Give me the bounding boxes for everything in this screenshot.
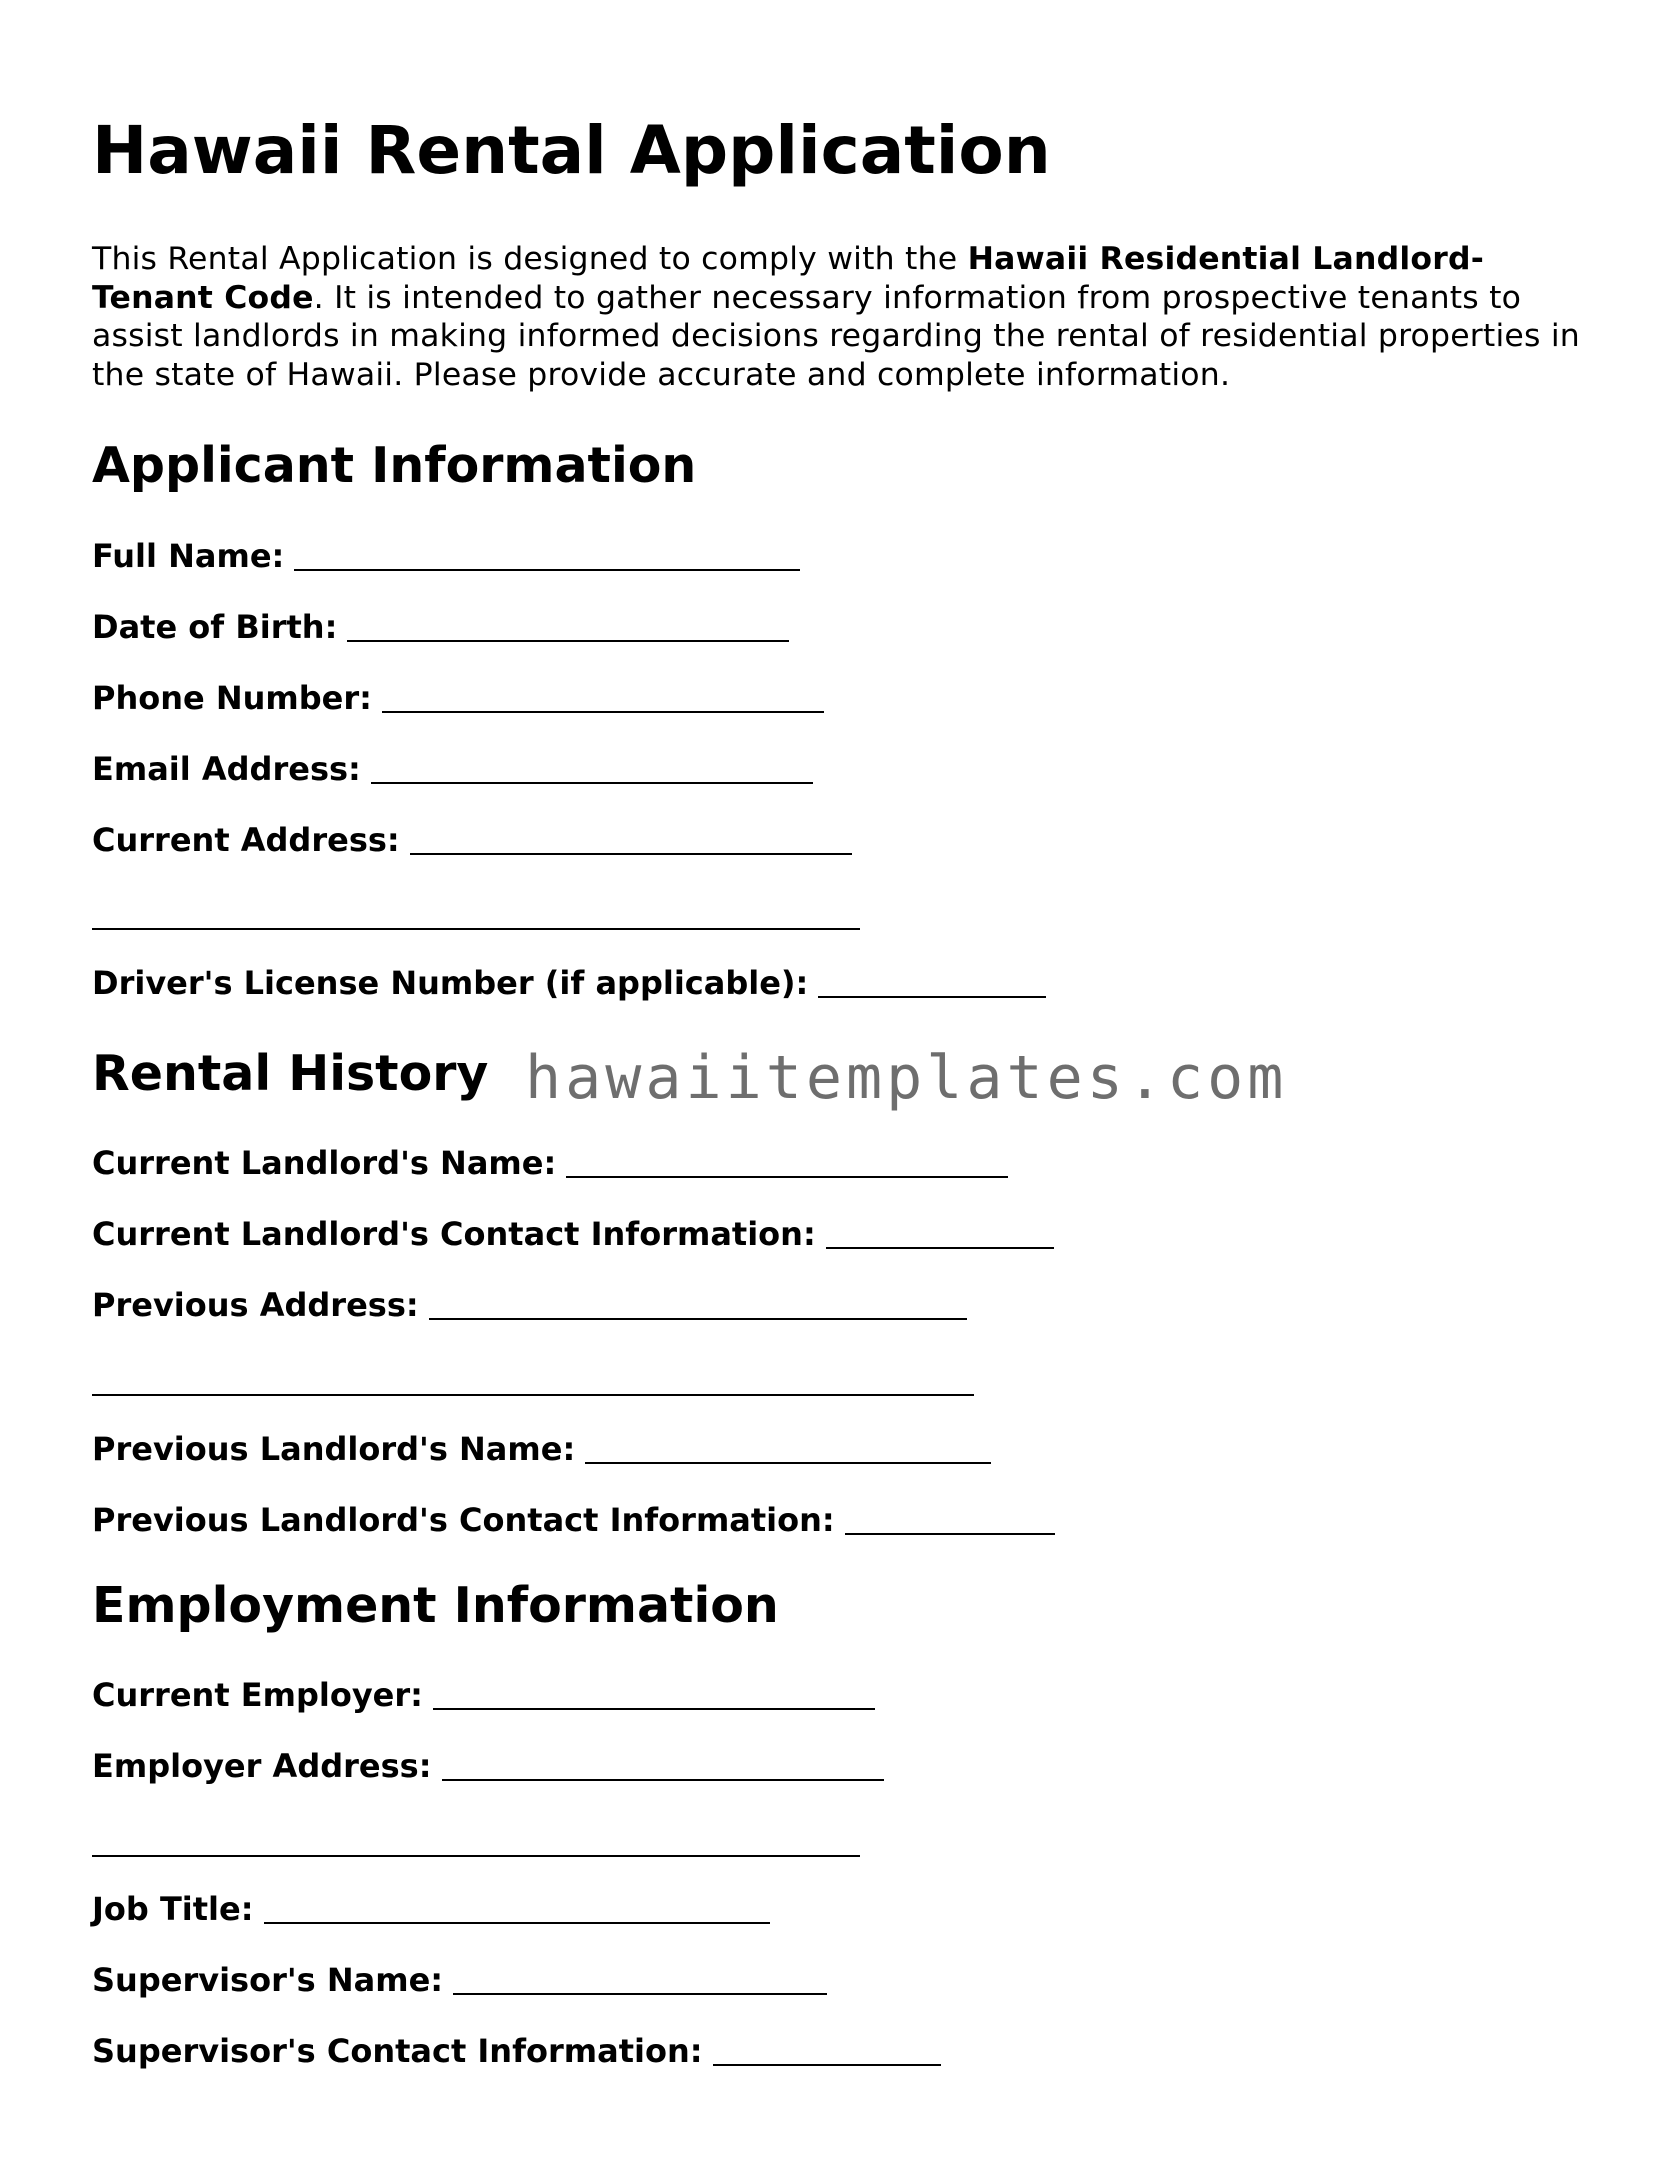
current-landlord-contact-blank[interactable] [826, 1247, 1054, 1249]
employer-address-line-2-blank[interactable] [92, 1855, 860, 1857]
section-heading-applicant: Applicant Information [92, 437, 697, 494]
previous-landlord-contact-blank[interactable] [845, 1533, 1055, 1535]
field-previous-address [92, 1286, 967, 1324]
field-date-of-birth [92, 608, 789, 646]
field-label: Employer Address: [92, 1747, 432, 1785]
supervisor-contact-blank[interactable] [713, 2064, 941, 2066]
section-heading-rental-history: Rental History [92, 1045, 489, 1102]
field-supervisor-contact [92, 2032, 941, 2070]
intro-paragraph [92, 240, 1582, 394]
field-previous-landlord-contact [92, 1501, 1055, 1539]
field-current-address [92, 821, 852, 859]
current-address-line-2-blank[interactable] [92, 928, 860, 930]
field-previous-landlord-name [92, 1430, 991, 1468]
employer-address-blank[interactable] [442, 1779, 884, 1781]
field-label: Driver's License Number (if applicable): [92, 964, 809, 1002]
field-employer-address [92, 1747, 884, 1785]
field-label: Previous Landlord's Contact Information: [92, 1501, 835, 1539]
field-current-landlord-contact [92, 1215, 1054, 1253]
field-label: Job Title: [92, 1890, 254, 1928]
current-address-blank[interactable] [410, 853, 852, 855]
intro-code-name: Hawaii Residential Landlord-Tenant Code [92, 241, 1484, 316]
field-current-employer [92, 1676, 875, 1714]
previous-address-blank[interactable] [429, 1318, 967, 1320]
supervisor-name-blank[interactable] [453, 1993, 827, 1995]
date-of-birth-blank[interactable] [347, 640, 789, 642]
field-label: Previous Address: [92, 1286, 419, 1324]
phone-number-blank[interactable] [382, 711, 824, 713]
field-label: Current Landlord's Contact Information: [92, 1215, 816, 1253]
field-label: Date of Birth: [92, 608, 338, 646]
previous-landlord-name-blank[interactable] [585, 1462, 991, 1464]
field-label: Supervisor's Contact Information: [92, 2032, 703, 2070]
field-label: Full Name: [92, 537, 285, 575]
email-address-blank[interactable] [371, 782, 813, 784]
field-label: Current Employer: [92, 1676, 423, 1714]
field-drivers-license [92, 964, 1046, 1002]
field-supervisor-name [92, 1961, 827, 1999]
previous-address-line-2-blank[interactable] [92, 1394, 974, 1396]
field-email-address [92, 750, 813, 788]
field-label: Phone Number: [92, 679, 372, 717]
field-current-landlord-name [92, 1144, 1008, 1182]
field-label: Previous Landlord's Name: [92, 1430, 576, 1468]
field-job-title [92, 1890, 770, 1928]
intro-text-start: This Rental Application is designed to comply with the [92, 241, 968, 277]
section-heading-employment: Employment Information [92, 1577, 779, 1634]
full-name-blank[interactable] [294, 569, 800, 571]
current-landlord-name-blank[interactable] [566, 1176, 1008, 1178]
field-label: Supervisor's Name: [92, 1961, 444, 1999]
field-phone-number [92, 679, 824, 717]
field-full-name [92, 537, 800, 575]
page-title: Hawaii Rental Application [92, 112, 1051, 189]
drivers-license-blank[interactable] [818, 996, 1046, 998]
watermark: hawaiitemplates.com [525, 1043, 1288, 1113]
intro-text-end: . It is intended to gather necessary information from prospective tenants to assist landlords in making informed decisions regarding the rental of residential properties in the state of Hawaii. Please provide accurate and complete information. [92, 279, 1580, 393]
job-title-blank[interactable] [264, 1922, 770, 1924]
field-label: Current Address: [92, 821, 400, 859]
current-employer-blank[interactable] [433, 1708, 875, 1710]
field-label: Email Address: [92, 750, 361, 788]
field-label: Current Landlord's Name: [92, 1144, 557, 1182]
